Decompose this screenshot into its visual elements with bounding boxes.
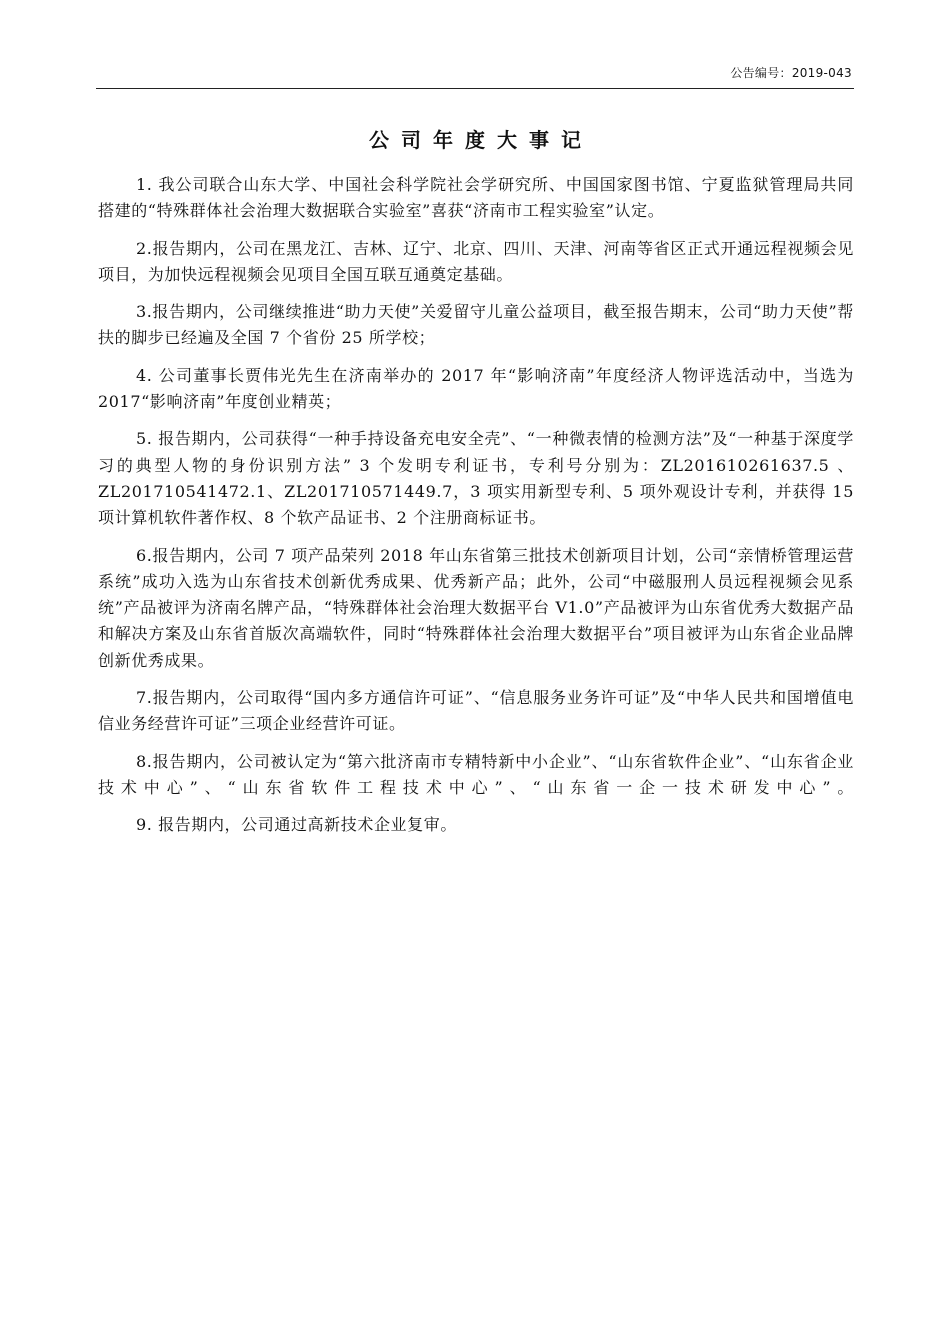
page-header <box>96 60 854 89</box>
event-item-1: 1. 我公司联合山东大学、中国社会科学院社会学研究所、中国国家图书馆、宁夏监狱管理局共同搭建的“特殊群体社会治理大数据联合实验室”喜获“济南市工程实验室”认定。 <box>98 175 854 221</box>
events-list <box>98 172 854 850</box>
event-item-3: 3.报告期内，公司继续推进“助力天使”关爱留守儿童公益项目，截至报告期末，公司“助力天使”帮扶的脚步已经遍及全国 7 个省份 25 所学校； <box>98 302 854 348</box>
event-item-6: 6.报告期内，公司 7 项产品荣列 2018 年山东省第三批技术创新项目计划，公司“亲情桥管理运营系统”成功入选为山东省技术创新优秀成果、优秀新产品；此外，公司“中磁服刑人员远程视频会见系统”产品被评为济南名牌产品，“特殊群体社会治理大数据平台 V1.0”产品被评为山东省优秀大数据产品和解决方案及山东省首版次高端软件，同时“特殊群体社会治理大数据平台”项目被评为山东省企业品牌创新优秀成果。 <box>98 545 854 670</box>
event-item-2: 2.报告期内，公司在黑龙江、吉林、辽宁、北京、四川、天津、河南等省区正式开通远程视频会见项目，为加快远程视频会见项目全国互联互通奠定基础。 <box>98 238 854 284</box>
event-item-7: 7.报告期内，公司取得“国内多方通信许可证”、“信息服务业务许可证”及“中华人民共和国增值电信业务经营许可证”三项企业经营许可证。 <box>98 688 854 734</box>
event-item-8: 8.报告期内，公司被认定为“第六批济南市专精特新中小企业”、“山东省软件企业”、“山东省企业技术中心”、“山东省软件工程技术中心”、“山东省一企一技术研发中心”。 <box>98 751 854 797</box>
event-item-9: 9. 报告期内，公司通过高新技术企业复审。 <box>136 815 457 835</box>
event-item-5: 5. 报告期内，公司获得“一种手持设备充电安全壳”、“一种微表情的检测方法”及“一种基于深度学习的典型人物的身份识别方法” 3 个发明专利证书，专利号分别为：ZL201610261637.5 、ZL201710541472.1、ZL201710571449.7，3 项实用新型专利、5 项外观设计专利，并获得 15 项计算机软件著作权、8 个软产品证书、2 个注册商标证书。 <box>98 429 854 528</box>
document-title: 公司年度大事记 <box>369 128 593 152</box>
announcement-number: 公告编号：2019-043 <box>730 66 852 80</box>
event-item-4: 4. 公司董事长贾伟光先生在济南举办的 2017 年“影响济南”年度经济人物评选活动中，当选为 2017“影响济南”年度创业精英； <box>98 365 854 412</box>
